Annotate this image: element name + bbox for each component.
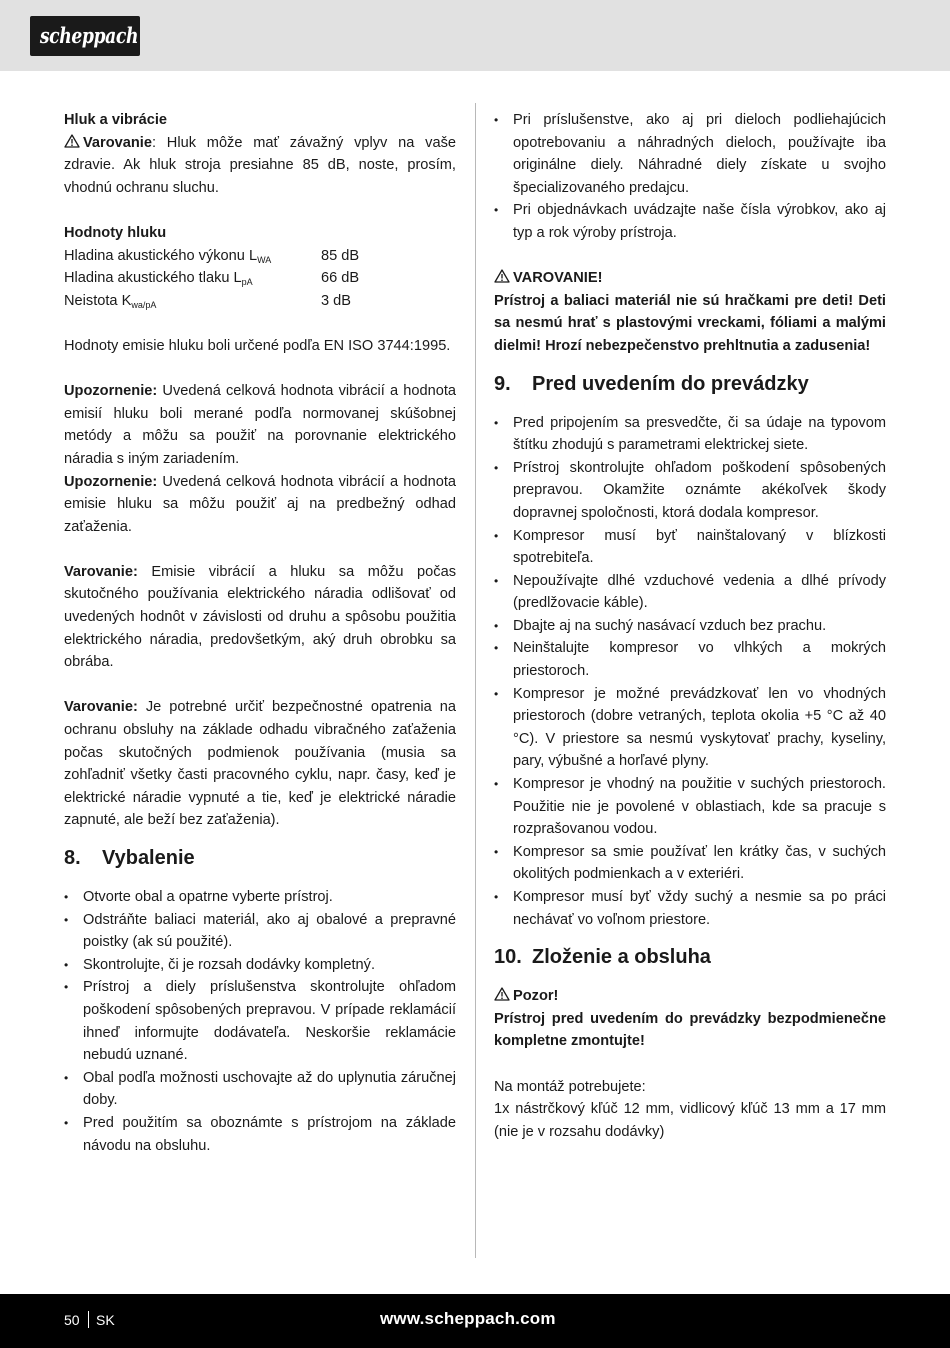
- list-item: • Pred pripojením sa presvedčte, či sa údaje na typovom štítku zhodujú s parametrami elektrickej siete.: [494, 412, 886, 457]
- list-item: • Prístroj a diely príslušenstva skontrolujte ohľadom poškodení spôsobených prepravou. V prípade reklamácií ihneď informujte dodávateľa. Neskoršie reklamácie nebudú uznané.: [64, 976, 456, 1066]
- warning-2: Varovanie: Je potrebné určiť bezpečnostné opatrenia na ochranu obsluhy na základe odhadu vibračného zaťaženia počas skutočných podmienok používania (musia sa zohľadniť všetky časti pracovného cyklu, napr. časy, keď je elektrické náradie vypnuté a tie, keď je elektrické náradie zapnuté, ale beží bez zaťaženia).: [64, 699, 456, 829]
- spec-row: [64, 245, 456, 268]
- logo-text: scheppach: [39, 23, 139, 48]
- caution-title: Pozor!: [494, 985, 886, 1008]
- language-code: SK: [96, 1312, 115, 1328]
- list-item: • Kompresor sa smie používať len krátky čas, v suchých okolitých podmienkach a v exteriéri.: [494, 841, 886, 886]
- spec-value: 85 dB: [321, 247, 360, 264]
- tools-text: 1x nástrčkový kľúč 12 mm, vidlicový kľúč 13 mm a 17 mm (nie je v rozsahu dodávky): [494, 1101, 886, 1140]
- list-item: • Kompresor je možné prevádzkovať len vo vhodných priestoroch (dobre vetraných, teplota okolia +5 °C až 40 °C). V priestore sa nesmú vyskytovať prachy, kyseliny, pary, výbušné a horľavé plyny.: [494, 683, 886, 773]
- spec-value: 66 dB: [321, 270, 360, 287]
- list-item: • Pri objednávkach uvádzajte naše čísla výrobkov, ako aj typ a rok výroby prístroja.: [494, 199, 886, 244]
- scheppach-logo: [30, 16, 140, 56]
- list-item: • Dbajte aj na suchý nasávací vzduch bez prachu.: [494, 615, 886, 638]
- iso-text: Hodnoty emisie hluku boli určené podľa EN ISO 3744:1995.: [64, 337, 451, 354]
- list-item: • Pri príslušenstve, ako aj pri dieloch podliehajúcich opotrebovaniu a náhradných dieloch, používajte iba originálne diely. Náhradné diely získate u svojho špecializovaného predajcu.: [494, 109, 886, 199]
- list-item: • Pred použitím sa oboznámte s prístrojom na základe návodu na obsluhu.: [64, 1112, 456, 1157]
- caution-text: Prístroj pred uvedením do prevádzky bezpodmienečne kompletne zmontujte!: [494, 1010, 886, 1050]
- parts-list: [494, 109, 886, 245]
- list-item: • Kompresor je vhodný na použitie v suchých priestoroch. Použitie nie je povolené v oblastiach, kde sa pracuje s rozprašovanou vodou.: [494, 773, 886, 841]
- spec-row: [64, 290, 456, 313]
- tools-intro: Na montáž potrebujete:: [494, 1078, 646, 1095]
- website-link: www.scheppach.com: [380, 1309, 556, 1328]
- noise-warning: [64, 132, 456, 200]
- noise-values-title: Hodnoty hluku: [64, 224, 167, 241]
- warning-1: Varovanie: Emisie vibrácií a hluku sa môžu počas skutočného používania elektrického náradia odlišovať od uvedených hodnôt v závislosti od druhu a spôsobu použitia elektrického náradia, predovšetkým, aký druh obrobku sa obrába.: [64, 563, 456, 671]
- child-warning-text: Prístroj a baliaci materiál nie sú hračkami pre deti! Deti sa nesmú hrať s plastovými vreckami, fóliami a malými dielmi! Hrozí nebezpečenstvo prehltnutia a zadusenia!: [494, 292, 886, 354]
- list-item: • Skontrolujte, či je rozsah dodávky kompletný.: [64, 954, 456, 977]
- list-item: • Otvorte obal a opatrne vyberte prístroj.: [64, 886, 456, 909]
- list-item: • Obal podľa možnosti uschovajte až do uplynutia záručnej doby.: [64, 1067, 456, 1112]
- warning-triangle-icon: [64, 134, 80, 148]
- noise-warning-label: Varovanie: [83, 134, 152, 151]
- list-item: • Neinštalujte kompresor vo vlhkých a mokrých priestoroch.: [494, 637, 886, 682]
- noise-title: Hluk a vibrácie: [64, 112, 168, 128]
- note-2: Upozornenie: Uvedená celková hodnota vibrácií a hodnota emisie hluku sa môžu použiť aj na predbežný odhad zaťaženia.: [64, 473, 456, 535]
- list-item: • Prístroj skontrolujte ohľadom poškodení spôsobených prepravou. Okamžite oznámte akékoľvek škody dopravnej spoločnosti, ktorá dodala kompresor.: [494, 457, 886, 525]
- section-9-heading: 9. Pred uvedením do prevádzky: [494, 372, 809, 395]
- page-number: 50: [64, 1312, 80, 1328]
- spec-row: [64, 267, 456, 290]
- header-bar: [0, 0, 950, 71]
- warning-triangle-icon: [494, 269, 510, 283]
- footer-bar: [0, 1294, 950, 1348]
- column-divider: [475, 103, 476, 1258]
- spec-label: Neistota $K_{wa/pA}$: [64, 292, 157, 310]
- spec-value: 3 dB: [321, 292, 352, 309]
- note-1: Upozornenie: Uvedená celková hodnota vibrácií a hodnota emisií hluku boli merané podľa normovanej skúšobnej metódy a môžu sa použiť na porovnanie elektrického náradia s iným zariadením.: [64, 383, 456, 467]
- warning-triangle-icon: [494, 987, 510, 1001]
- list-item: • Odstráňte baliaci materiál, ako aj obalové a prepravné poistky (ak sú použité).: [64, 909, 456, 954]
- child-warning-title: VAROVANIE!: [494, 267, 886, 290]
- noise-warning-text: : Hluk môže mať závažný vplyv na vaše zdravie. Ak hluk stroja presiahne 85 dB, noste, prosím, vhodnú ochranu sluchu.: [64, 134, 456, 196]
- section-8-heading: 8. Vybalenie: [64, 847, 195, 869]
- spec-label: Hladina akustického výkonu $L_{WA}$: [64, 247, 272, 265]
- left-column: [64, 109, 456, 1157]
- list-item: • Kompresor musí byť vždy suchý a nesmie sa po práci nechávať vo voľnom priestore.: [494, 886, 886, 931]
- list-item: • Nepoužívajte dlhé vzduchové vedenia a dlhé prívody (predlžovacie káble).: [494, 570, 886, 615]
- spec-label: Hladina akustického tlaku $L_{pA}$: [64, 270, 253, 288]
- list-item: • Kompresor musí byť nainštalovaný v blízkosti spotrebiteľa.: [494, 525, 886, 570]
- page-separator: [88, 1311, 89, 1328]
- right-column: [494, 109, 886, 1143]
- pre-operation-list: [494, 412, 886, 932]
- unpacking-list: [64, 886, 456, 1157]
- section-10-heading: 10. Zloženie a obsluha: [494, 946, 711, 969]
